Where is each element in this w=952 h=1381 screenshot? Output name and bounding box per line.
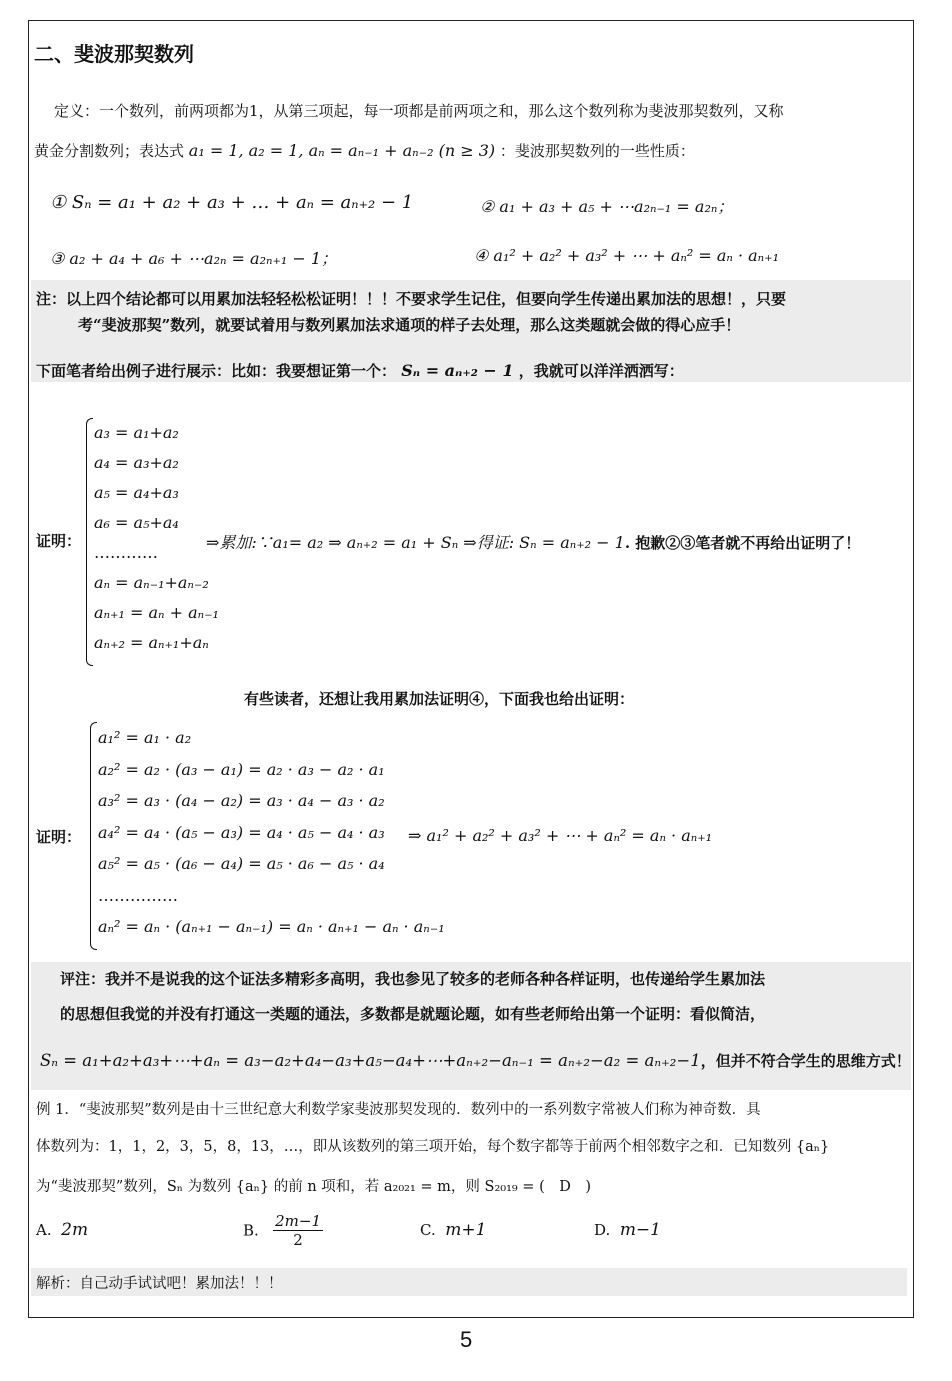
proof1-system — [94, 418, 219, 658]
proof1-line: a₆ = a₅+a₄ — [94, 513, 179, 532]
definition-line-1: 定义：一个数列，前两项都为1，从第三项起，每一项都是前两项之和，那么这个数列称为斐波那契数列，又称 — [54, 102, 784, 120]
proof2-line: aₙ² = aₙ · (aₙ₊₁ − aₙ₋₁) = aₙ · aₙ₊₁ − aₙ · aₙ₋₁ — [98, 917, 445, 936]
option-b: B. $\frac{2m-1}{2}$ — [243, 1212, 321, 1249]
example-line-2: 体数列为：1，1，2，3，5，8，13，…，即从该数列的第三项开始，每个数字都等于前两个相邻数字之和．已知数列 {aₙ} — [36, 1139, 830, 1155]
transition-text: 有些读者，还想让我用累加法证明④，下面我也给出证明： — [244, 690, 635, 708]
proof1-label: 证明： — [36, 532, 82, 550]
solution-text: 解析：自己动手试试吧！累加法！！！ — [36, 1276, 283, 1292]
definition-line-2: 黄金分割数列；表达式 a₁ = 1, a₂ = 1, aₙ = aₙ₋₁ + aₙ₋₂ (n ≥ 3) ：斐波那契数列的一些性质： — [34, 141, 695, 160]
option-d: D. m−1 — [594, 1220, 661, 1240]
proof2-brace — [90, 722, 97, 950]
option-c: C. m+1 — [420, 1220, 487, 1240]
proof1-line: aₙ₊₁ = aₙ + aₙ₋₁ — [94, 603, 219, 622]
property-4: ④ a₁² + a₂² + a₃² + ⋯ + aₙ² = aₙ · aₙ₊₁ — [474, 246, 780, 265]
proof2-line: a₂² = a₂ · (a₃ − a₁) = a₂ · a₃ − a₂ · a₁ — [98, 759, 385, 779]
proof1-line: a₅ = a₄+a₃ — [94, 483, 179, 502]
property-1: ① Sₙ = a₁ + a₂ + a₃ + … + aₙ = aₙ₊₂ − 1 — [50, 192, 414, 213]
proof2-line: a₄² = a₄ · (a₅ − a₃) = a₄ · a₅ − a₄ · a₃ — [98, 822, 385, 842]
option-a: A. 2m — [36, 1220, 89, 1240]
example-line-1: 例 1．“斐波那契”数列是由十三世纪意大利数学家斐波那契发现的．数列中的一系列数字常被人们称为神奇数．具 — [36, 1102, 761, 1118]
comment-line-2: 的思想但我觉的并没有打通这一类题的通法，多数都是就题论题，如有些老师给出第一个证明：看似简洁， — [60, 1005, 766, 1023]
note-line-2: 考“斐波那契”数列，就要试着用与数列累加法求通项的样子去处理，那么这类题就会做的得心应手！ — [78, 316, 741, 334]
proof1-line: aₙ₊₂ = aₙ₊₁+aₙ — [94, 633, 209, 652]
proof2-conclusion: ⇒ a₁² + a₂² + a₃² + ⋯ + aₙ² = aₙ · aₙ₊₁ — [408, 826, 713, 845]
proof2-system — [98, 722, 445, 943]
proof2-line: a₁² = a₁ · a₂ — [98, 728, 192, 747]
note-formula: Sₙ = aₙ₊₂ − 1 — [401, 361, 514, 380]
section-title: 二、斐波那契数列 — [34, 42, 194, 66]
note-line-1: 注：以上四个结论都可以用累加法轻轻松松证明！！！不要求学生记住，但要向学生传递出累加法的思想！，只要 — [36, 290, 787, 308]
comment-line-3: Sₙ = a₁+a₂+a₃+⋯+aₙ = a₃−a₂+a₄−a₃+a₅−a₄+⋯+aₙ₊₂−aₙ₋₁ = aₙ₊₂−a₂ = aₙ₊₂−1，但并不符合学生的思维方式！ — [40, 1051, 911, 1070]
example-line-3: 为“斐波那契”数列，Sₙ 为数列 {aₙ} 的前 n 项和，若 a₂₀₂₁ = m，则 S₂₀₁₉ = ( D ) — [36, 1179, 592, 1195]
proof1-conclusion: ⇒累加:∵a₁= a₂ ⇒ aₙ₊₂ = a₁ + Sₙ ⇒得证: Sₙ = aₙ₊₂ − 1. 抱歉②③笔者就不再给出证明了！ — [206, 533, 861, 552]
proof2-label: 证明： — [36, 828, 82, 846]
comment-formula: Sₙ = a₁+a₂+a₃+⋯+aₙ = a₃−a₂+a₄−a₃+a₅−a₄+⋯+aₙ₊₂−aₙ₋₁ = aₙ₊₂−a₂ = aₙ₊₂−1 — [40, 1051, 701, 1070]
proof1-line: a₃ = a₁+a₂ — [94, 423, 179, 442]
proof1-line: a₄ = a₃+a₂ — [94, 453, 179, 472]
comment-line-1: 评注：我并不是说我的这个证法多精彩多高明，我也参见了较多的老师各种各样证明，也传递给学生累加法 — [60, 970, 766, 988]
proof2-line: …………… — [98, 885, 178, 905]
proof2-line: a₅² = a₅ · (a₆ − a₄) = a₅ · a₆ − a₅ · a₄ — [98, 854, 385, 873]
proof1-line: aₙ = aₙ₋₁+aₙ₋₂ — [94, 573, 209, 592]
proof2-line: a₃² = a₃ · (a₄ − a₂) = a₃ · a₄ − a₃ · a₂ — [98, 791, 385, 810]
proof1-brace — [86, 418, 93, 666]
property-3: ③ a₂ + a₄ + a₆ + ⋯a₂ₙ = a₂ₙ₊₁ − 1； — [50, 249, 338, 268]
definition-formula: a₁ = 1, a₂ = 1, aₙ = aₙ₋₁ + aₙ₋₂ (n ≥ 3) — [188, 141, 496, 160]
property-2: ② a₁ + a₃ + a₅ + ⋯a₂ₙ₋₁ = a₂ₙ； — [480, 197, 734, 216]
proof1-line: ………… — [94, 543, 158, 562]
page-border — [28, 20, 914, 1318]
page-number: 5 — [460, 1327, 473, 1352]
note-line-3: 下面笔者给出例子进行展示：比如：我要想证第一个： Sₙ = aₙ₊₂ − 1 ，我就可以洋洋洒洒写： — [36, 361, 684, 380]
